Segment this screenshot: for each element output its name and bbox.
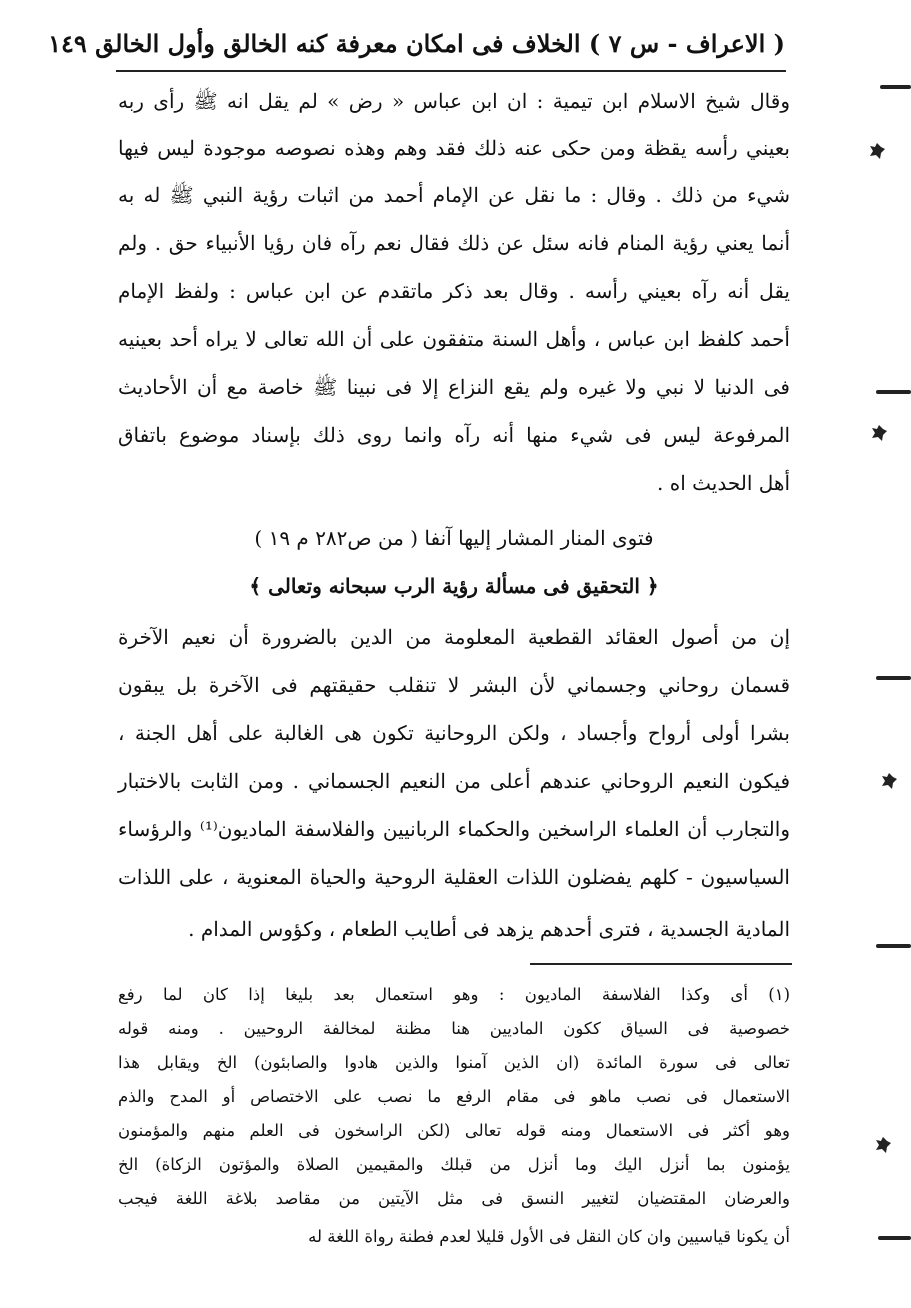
margin-mark [878,1236,911,1240]
footnote-line: وهو أكثر فى الاستعمال ومنه قوله تعالى (لكن الراسخون فى العلم منهم والمؤمنون [118,1121,790,1140]
footnote-line: خصوصية فى السياق ككون الماديين هنا مظنة لمخالفة الروحيين . ومنه قوله [118,1019,790,1038]
footnote-rule [530,963,792,965]
margin-blot [870,424,888,442]
section-line: بشرا أولى أرواح وأجساد ، ولكن الروحانية تكون هى الغالبة على أهل الجنة ، [118,721,790,745]
margin-mark [876,390,911,394]
body-line: وقال شيخ الاسلام ابن تيمية : ان ابن عباس « رض » لم يقل انه ﷺ رأى ربه [118,89,790,113]
section-line: قسمان روحاني وجسماني لأن البشر لا تنقلب حقيقتهم فى الآخرة بل يبقون [118,673,790,697]
margin-blot [874,1136,892,1154]
footnote-line: يؤمنون بما أنزل اليك وما أنزل من قبلك والمقيمين الصلاة والمؤتون الزكاة) الخ [118,1155,790,1174]
section-line: فيكون النعيم الروحاني عندهم أعلى من النعيم الجسماني . ومن الثابت بالاختبار [118,769,790,793]
section-line: والتجارب أن العلماء الراسخين والحكماء الربانيين والفلاسفة الماديون⁽¹⁾ والرؤساء [118,817,790,841]
footnote-line: الاستعمال فى نصب ماهو فى مقام الرفع ما نصب على الاختصاص أو المدح والذم [118,1087,790,1106]
section-line: إن من أصول العقائد القطعية المعلومة من الدين بالضرورة أن نعيم الآخرة [118,625,790,649]
body-line: يقل أنه رآه بعيني رأسه . وقال بعد ذكر ماتقدم عن ابن عباس : ولفظ الإمام [118,279,790,303]
section-line: السياسيون - كلهم يفضلون اللذات العقلية الروحية والحياة المعنوية ، على اللذات [118,865,790,889]
body-line: أهل الحديث اه . [657,471,790,495]
footnote-line: (١) أى وكذا الفلاسفة الماديون : وهو استعمال بعد بليغا إذا كان لما رفع [118,985,790,1004]
margin-mark [876,944,911,948]
margin-mark [880,85,911,89]
margin-blot [880,772,898,790]
margin-mark [876,676,911,680]
footnote-line: تعالى فى سورة المائدة (ان الذين آمنوا والذين هادوا والصابئون) الخ ويقابل هذا [118,1053,790,1072]
body-line: فى الدنيا لا نبي ولا غيره ولم يقع النزاع إلا فى نبينا ﷺ خاصة مع أن الأحاديث [118,375,790,399]
footnote-line: والعرضان المقتضيان لتغيير النسق فى مثل الآيتين من مقاصد بلاغة اللغة فيجب [118,1189,790,1208]
body-line: المرفوعة ليس فى شيء منها أنه رآه وانما روى ذلك بإسناد موضوع باتفاق [118,423,790,447]
fatwa-reference: فتوى المنار المشار إليها آنفا ( من ص٢٨٢ م ١٩ ) [254,526,654,550]
section-title: ﴿ التحقيق فى مسألة رؤية الرب سبحانه وتعالى ﴾ [249,574,659,598]
header-rule [116,70,786,72]
running-header: ( الاعراف - س ٧ ) الخلاف فى امكان معرفة كنه الخالق وأول الخالق ١٤٩ [48,29,785,58]
body-line: شيء من ذلك . وقال : ما نقل عن الإمام أحمد من اثبات رؤية النبي ﷺ له به [118,183,790,207]
footnote-line: أن يكونا قياسيين وان كان النقل فى الأول قليلا لعدم فطنة رواة اللغة له [308,1227,790,1246]
body-line: أنما يعني رؤية المنام فانه سئل عن ذلك فقال نعم رآه فان رؤيا الأنبياء حق . ولم [118,231,790,255]
margin-blot [868,142,886,160]
body-line: بعيني رأسه يقظة ومن حكى عنه ذلك فقد وهم وهذه نصوصه موجودة ليس فيها [118,136,790,160]
section-line: المادية الجسدية ، فترى أحدهم يزهد فى أطايب الطعام ، وكؤوس المدام . [188,917,790,941]
body-line: أحمد كلفظ ابن عباس ، وأهل السنة متفقون على أن الله تعالى لا يراه أحد بعينيه [118,327,790,351]
